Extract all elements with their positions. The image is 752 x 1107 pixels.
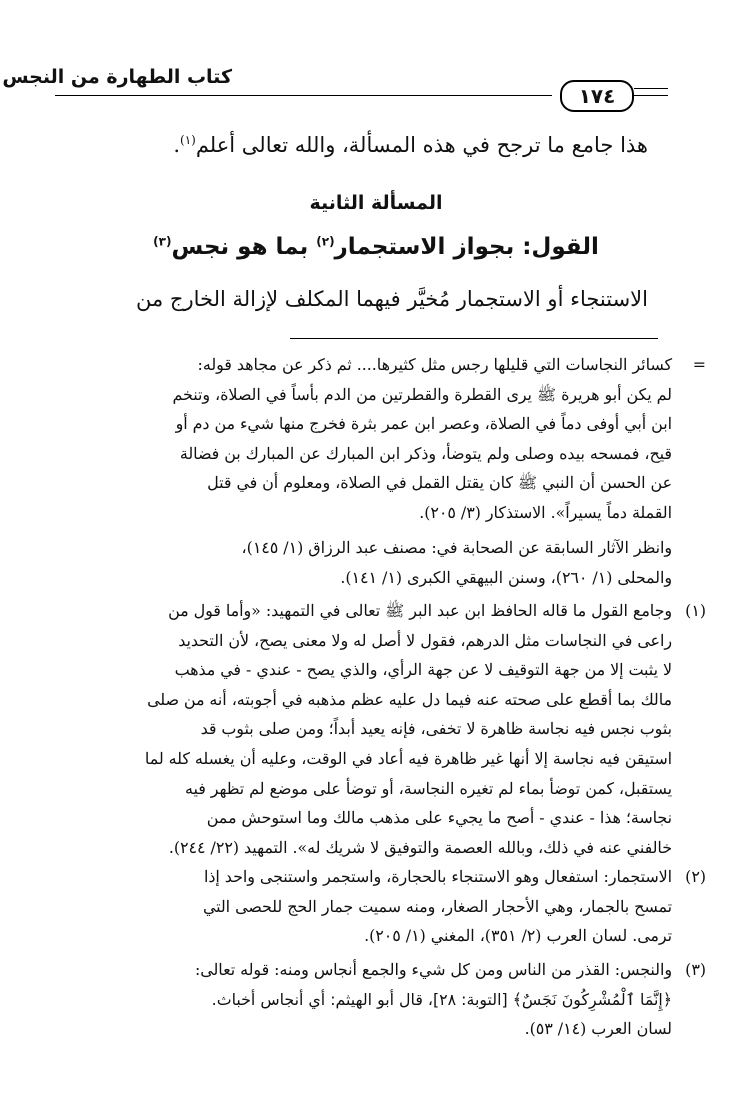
footnote-line: كسائر النجاسات التي قليلها رجس مثل كثيرها.... ثم ذكر عن مجاهد قوله: [197, 355, 672, 374]
footnote-line: نجاسة؛ هذا - عندي - أصح ما يجيء على مذهب مالك وما استوحش ممن [206, 808, 672, 828]
page-number-double-rule [634, 88, 668, 96]
footnote-see-also [62, 533, 672, 592]
body-line-2: الاستنجاء أو الاستجمار مُخيَّر فيهما المكلف لإزالة الخارج من [136, 287, 648, 311]
footnote-ref-3: (٣) [153, 234, 172, 249]
footnote-line: عن الحسن أن النبي ﷺ كان يقتل القمل في الصلاة، ومعلوم أن في قتل [207, 473, 672, 493]
footnote-line: الاستجمار: استفعال وهو الاستنجاء بالحجارة، واستجمر واستنجى واحد إذا [203, 867, 672, 886]
footnote-line: ابن أبي أوفى دماً في الصلاة، وعصر ابن عمر بثرة فخرج منها شيء من دم أو [175, 414, 672, 434]
footnote-1 [62, 596, 706, 862]
footnote-continuation [62, 350, 706, 528]
footnote-3-number: (٣) [685, 960, 706, 979]
footnote-line: يستقبل، كمن توضأ بماء لم تغيره النجاسة، أو توضأ على موضع لم تظهر فيه [184, 778, 672, 798]
footnote-line: القملة دماً يسيراً». الاستذكار (٣/ ٢٠٥). [419, 502, 672, 522]
footnote-3 [62, 955, 706, 1044]
footnote-line: وانظر الآثار السابقة عن الصحابة في: مصنف عبد الرزاق (١/ ١٤٥)، [241, 538, 672, 557]
page-number: ١٧٤ [560, 80, 634, 112]
footnote-line: ﴿إِنَّمَا ٱلْمُشْرِكُونَ نَجَسٌ﴾ [التوبة: ٢٨]، قال أبو الهيثم: أي أنجاس أخباث. [211, 989, 672, 1009]
continuation-mark: = [692, 355, 706, 374]
footnote-line: والنجس: القذر من الناس ومن كل شيء والجمع أنجاس ومنه: قوله تعالى: [194, 960, 672, 979]
body-line-1: هذا جامع ما ترجح في هذه المسألة، والله تعالى أعلم$^{(١)}$. [173, 133, 648, 157]
footnote-2-number: (٢) [685, 867, 706, 886]
section-heading: المسألة الثانية [309, 192, 443, 214]
page-header [0, 60, 752, 110]
footnote-line: ترمى. لسان العرب (٢/ ٣٥١)، المغني (١/ ٢٠٥). [364, 926, 672, 946]
footnote-line: مالك بما أقطع على صحته عنه فيما دل عليه عظم مذهبه في أجوبته، أنه من صلى [147, 689, 672, 709]
footnote-line: لا يثبت إلا من جهة التوقيف لا عن جهة الرأي، والذي يصح - عندي - في مذهب [174, 660, 672, 680]
footnote-line: وجامع القول ما قاله الحافظ ابن عبد البر ﷺ تعالى في التمهيد: «وأما قول من [168, 601, 672, 620]
footnote-ref-1: (١) [180, 133, 196, 147]
footnote-2 [62, 862, 706, 951]
footnote-line: تمسح بالجمار، وهي الأحجار الصغار، ومنه سميت جمار الحج للحصى التي [202, 896, 672, 916]
footnote-line: والمحلى (١/ ٢٦٠)، وسنن البيهقي الكبرى (١/ ١٤١). [340, 567, 672, 587]
page-number-frame [560, 80, 650, 112]
footnote-1-number: (١) [685, 601, 706, 620]
footnote-line: راعى في النجاسات مثل الدرهم، فقول لا أصل له ولا معنى يصح، لأن التحديد [178, 630, 672, 650]
header-rule [55, 95, 552, 96]
footnote-line: قيح، فمسحه بيده وصلى ولم يتوضأ، وذكر ابن المبارك عن المبارك بن فضالة [179, 443, 672, 463]
footnote-line: لم يكن أبو هريرة ﷺ يرى القطرة والقطرتين من الدم بأساً في الصلاة، وتنخم [172, 384, 672, 404]
section-subheading: القول: بجواز الاستجمار$^{(٢)}$ بما هو نجس$^{(٣)}$ [153, 234, 599, 260]
footnote-line: خالفني عنه في ذلك، وبالله العصمة والتوفيق لا شريك له». التمهيد (٢٢/ ٢٤٤). [168, 837, 672, 857]
book-title: كتاب الطهارة من النجس [2, 66, 232, 88]
footnote-line: استيقن فيه نجاسة إلا أنها غير ظاهرة فيه أعاد في الوقت، وعليه أن يغسله كله لما [144, 748, 672, 768]
footnote-ref-2: (٢) [316, 234, 335, 249]
footnote-line: بثوب نجس فيه نجاسة ظاهرة لا تخفى، فإنه يعيد أبداً؛ ومن صلى بثوب قد [200, 719, 672, 739]
footnote-separator [290, 338, 658, 339]
footnote-line: لسان العرب (١٤/ ٥٣). [524, 1019, 672, 1039]
